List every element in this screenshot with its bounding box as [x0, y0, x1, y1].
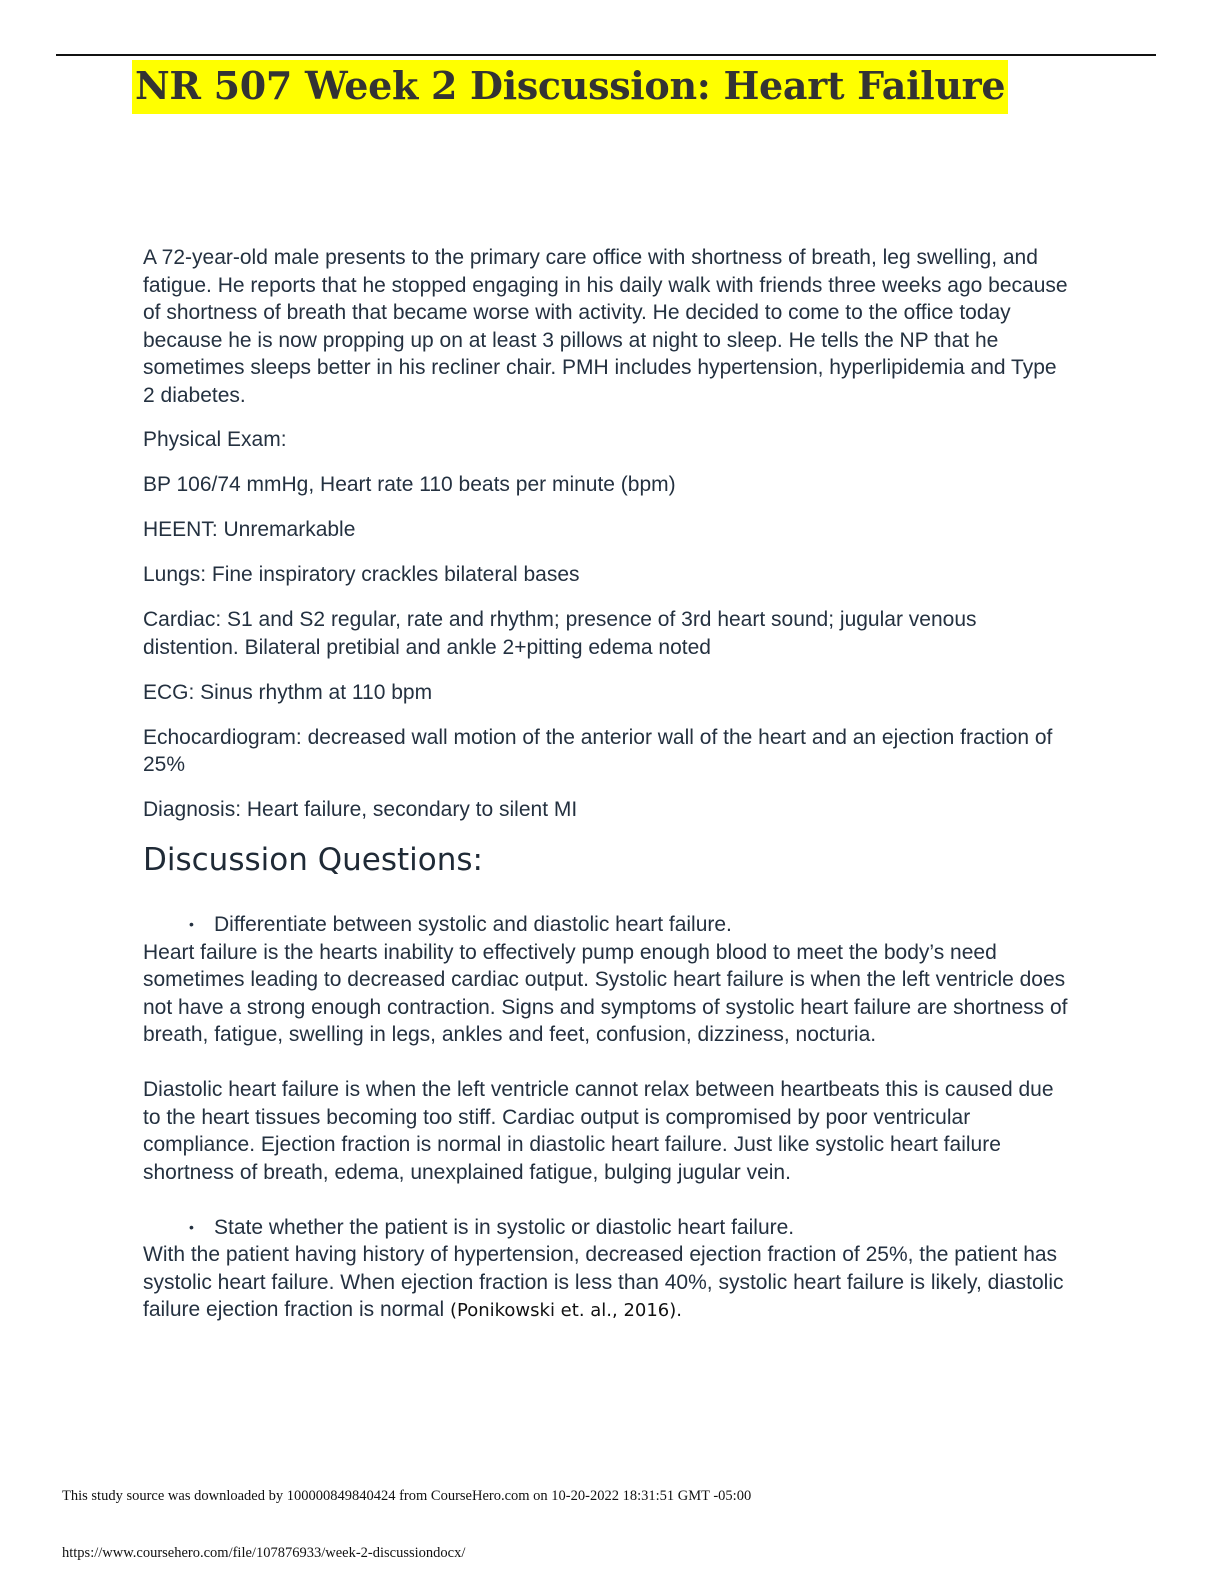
answer-paragraph [143, 1241, 1073, 1325]
question-text: State whether the patient is in systolic or diastolic heart failure. [214, 1215, 795, 1239]
exam-item-cardiac: Cardiac: S1 and S2 regular, rate and rhythm; presence of 3rd heart sound; jugular venous distention. Bilateral pretibial and ankle 2+pitting edema noted [143, 608, 977, 659]
bullet-icon: • [189, 916, 194, 932]
answer-text: With the patient having history of hypertension, decreased ejection fraction of 25%, the patient has systolic heart failure. When ejection fraction is less than 40%, systolic heart failure is likely, diastolic failure ejection fraction is normal [143, 1243, 1064, 1321]
question-item [143, 911, 1073, 939]
document-body [143, 244, 1073, 1325]
exam-item-physical-exam: Physical Exam: [143, 428, 287, 451]
exam-item-echocardiogram: Echocardiogram: decreased wall motion of the anterior wall of the heart and an ejection fraction of 25% [143, 725, 1053, 776]
footer-url[interactable]: https://www.coursehero.com/file/107876933/week-2-discussiondocx/ [62, 1545, 466, 1561]
bullet-icon: • [189, 1218, 194, 1235]
exam-item-vitals: BP 106/74 mmHg, Heart rate 110 beats per minute (bpm) [143, 473, 676, 496]
exam-item-ecg: ECG: Sinus rhythm at 110 bpm [143, 680, 433, 704]
exam-item-heent: HEENT: Unremarkable [143, 518, 356, 541]
discussion-heading: Discussion Questions: [143, 842, 483, 878]
document-title: NR 507 Week 2 Discussion: Heart Failure [132, 60, 1008, 114]
footer-source-note: This study source was downloaded by 100000849840424 from CourseHero.com on 10-20-2022 18:31:51 GMT -05:00 [62, 1488, 752, 1504]
citation: (Ponikowski et. al., 2016). [449, 1300, 683, 1321]
exam-item-lungs: Lungs: Fine inspiratory crackles bilateral bases [143, 563, 580, 586]
question-item [143, 1214, 1073, 1242]
case-paragraph: A 72-year-old male presents to the primary care office with shortness of breath, leg swelling, and fatigue. He reports that he stopped engaging in his daily walk with friends three weeks ago because of shortness of breath that became worse with activity. He decided to come to the office today because he is now propping up on at least 3 pillows at night to sleep. He tells the NP that he sometimes sleeps better in his recliner chair. PMH includes hypertension, hyperlipidemia and Type 2 diabetes. [143, 246, 1068, 407]
answer-paragraph: Diastolic heart failure is when the left ventricle cannot relax between heartbeats this is caused due to the heart tissues becoming too stiff. Cardiac output is compromised by poor ventricular compliance. Ejection fraction is normal in diastolic heart failure. Just like systolic heart failure shortness of breath, edema, unexplained fatigue, bulging jugular vein. [143, 1078, 1054, 1184]
answer-paragraph: Heart failure is the hearts inability to effectively pump enough blood to meet the body’s need sometimes leading to decreased cardiac output. Systolic heart failure is when the left ventricle does not have a strong enough contraction. Signs and symptoms of systolic heart failure are shortness of breath, fatigue, swelling in legs, ankles and feet, confusion, dizziness, nocturia. [143, 940, 1068, 1046]
header-rule [56, 54, 1156, 56]
question-text: Differentiate between systolic and diastolic heart failure. [214, 913, 732, 936]
exam-item-diagnosis: Diagnosis: Heart failure, secondary to silent MI [143, 798, 578, 821]
